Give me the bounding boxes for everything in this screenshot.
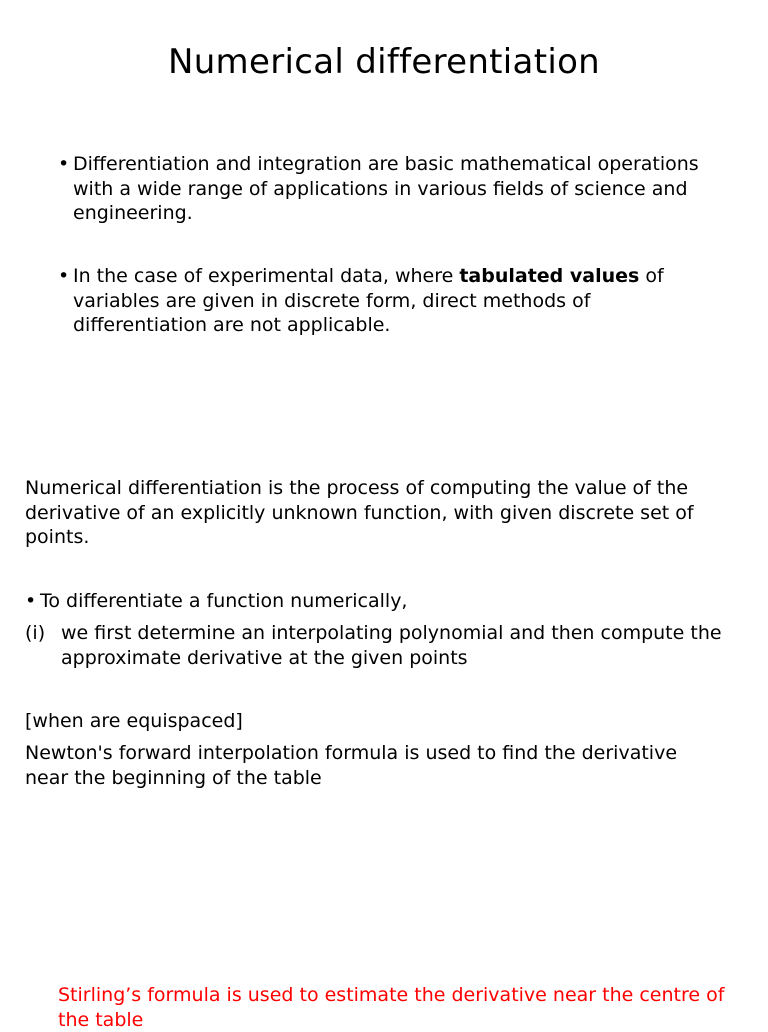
newton-note: Newton's forward interpolation formula is used to find the derivative near the beginning of the table [25,742,678,789]
bullet-item-2 [58,264,728,338]
equispaced-note: [when are equispaced] [25,710,243,732]
bullet-marker: • [58,153,70,175]
bullet-text-before: In the case of experimental data, where [73,265,460,287]
bullet-text: Differentiation and integration are basic mathematical operations with a wide range of applications in various fields of science and engineering. [73,153,699,224]
stirling-note: Stirling’s formula is used to estimate the derivative near the centre of the table [58,984,725,1031]
step-text: we first determine an interpolating polynomial and then compute the approximate derivative at the given points [61,622,722,669]
definition-paragraph: Numerical differentiation is the process of computing the value of the derivative of an explicitly unknown function, with given discrete set of points. [25,477,694,548]
bold-term: tabulated values [459,265,640,287]
bullet-marker: • [58,265,70,287]
slide-title: Numerical differentiation [167,42,601,82]
steps-bullet [25,589,725,614]
step-item-1 [25,621,725,670]
bullet-text-after: of variables are given in discrete form, direct methods of differentiation are not applicable. [73,265,664,336]
bullet-item-1 [58,152,718,226]
bullet-text [58,264,728,338]
bullet-text: To differentiate a function numerically, [40,590,408,612]
bullet-marker: • [25,590,37,612]
step-marker: (i) [25,622,46,644]
